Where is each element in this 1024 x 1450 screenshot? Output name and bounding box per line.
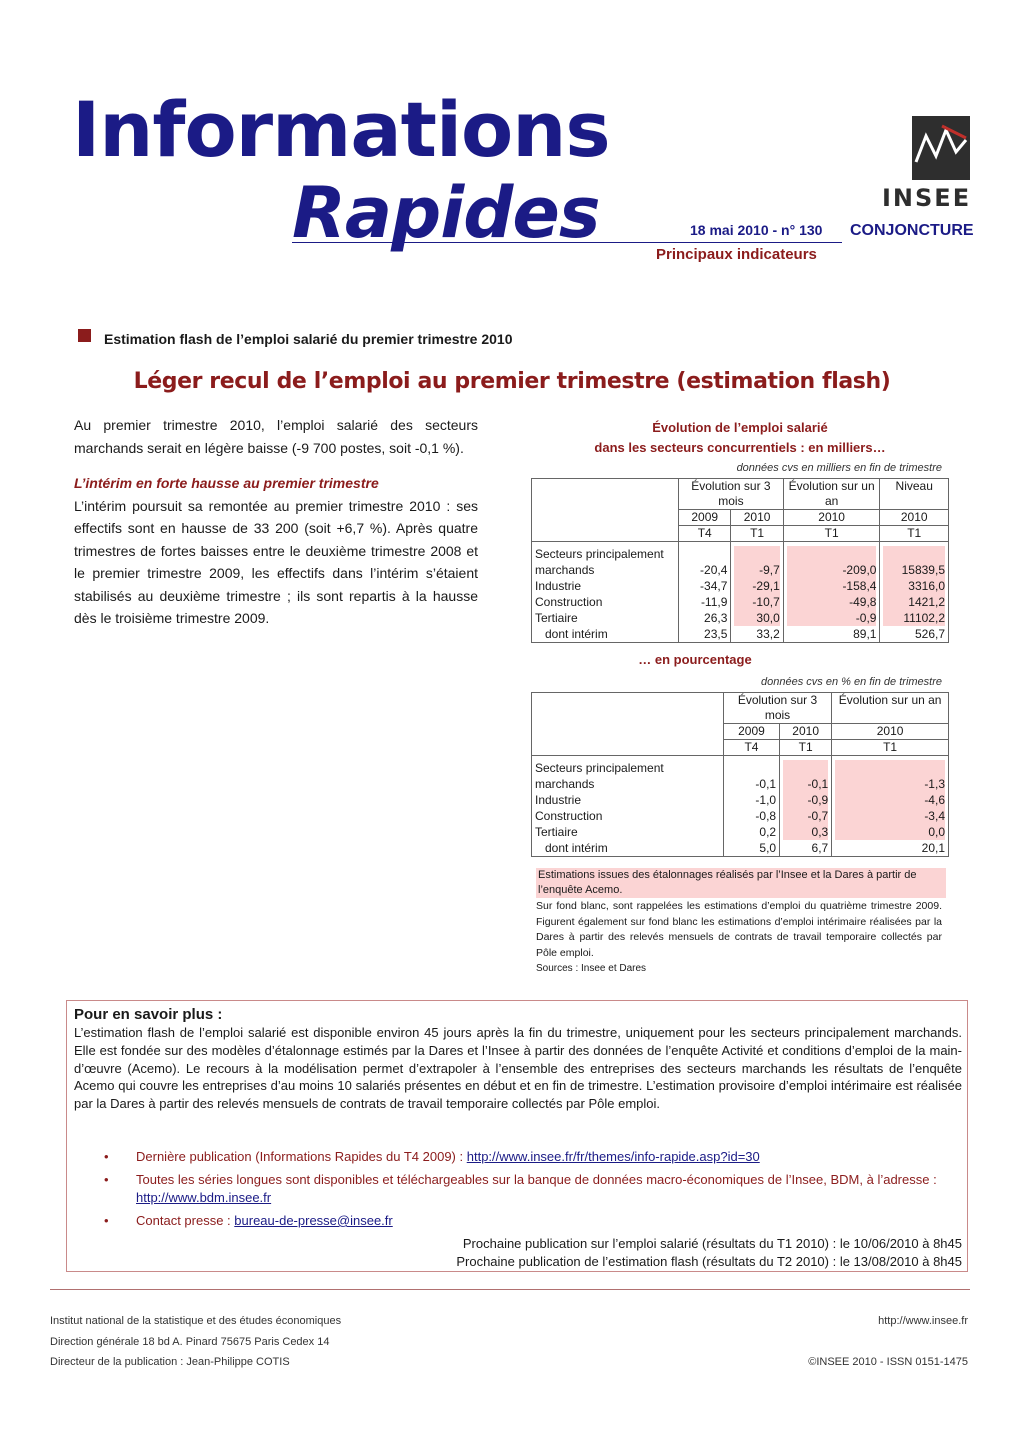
table-cell: 1421,2 — [883, 594, 945, 610]
table-cell: 30,0 — [734, 610, 779, 626]
estimation-note — [536, 899, 942, 977]
table1-colgroup: Niveau — [880, 479, 949, 510]
table2-year: 2009 — [723, 724, 779, 740]
table-cell: -9,7 — [734, 562, 779, 578]
table-cell: -0,1 — [755, 777, 777, 791]
table-cell: -10,7 — [734, 594, 779, 610]
bullet-icon: • — [104, 1213, 109, 1228]
table-cell: 5,0 — [759, 841, 777, 855]
subject-line: Estimation flash de l’emploi salarié du premier trimestre 2010 — [104, 331, 513, 347]
table1-col-2010-t1 — [731, 542, 783, 643]
table2-quarter: T1 — [780, 740, 832, 756]
table1-note: données cvs en milliers en fin de trimestre — [736, 462, 942, 474]
footer-copyright: ©INSEE 2010 - ISSN 0151-1475 — [808, 1356, 968, 1368]
body-paragraph-2: L’intérim poursuit sa remontée au premier trimestre 2010 : ses effectifs sont en hausse de 33 200 (soit +6,7 %). Après quatre trimestres de fortes baisses entre le deuxième trimestre 2008 et le premier trimestre 2009, les effectifs dans l’intérim s’étaient stabilisés au deuxième trimestre ; ils sont repartis à la hausse dès le troisième trimestre 2009. — [74, 497, 478, 626]
table-row-label: Construction — [535, 809, 603, 823]
table-row-label: Construction — [535, 595, 603, 609]
table-row-label: Secteurs principalement marchands — [535, 547, 664, 577]
table1-col-2009-t4 — [679, 542, 731, 643]
masthead-title: Informations — [72, 85, 610, 174]
table-cell: 23,5 — [704, 627, 728, 641]
table2-col-year — [832, 756, 949, 857]
footer-url[interactable]: http://www.insee.fr — [878, 1315, 968, 1327]
table1-quarter: T4 — [679, 526, 731, 542]
bullet-icon: • — [104, 1172, 109, 1187]
table-cell: 26,3 — [704, 611, 728, 625]
table2-quarter: T1 — [832, 740, 949, 756]
next-publication-2: Prochaine publication de l’estimation flash (résultats du T2 2010) : le 13/08/2010 à 8h45 — [456, 1254, 962, 1269]
table1-title-line2: dans les secteurs concurrentiels : en milliers… — [594, 440, 886, 455]
footer-rule — [50, 1289, 970, 1290]
info-title: Pour en savoir plus : — [74, 1006, 223, 1023]
table-row-label: Tertiaire — [535, 825, 578, 839]
table2-year: 2010 — [832, 724, 949, 740]
body-paragraph-1: Au premier trimestre 2010, l’emploi salarié des secteurs marchands serait en légère baisse (-9 700 postes, soit -0,1 %). — [74, 417, 478, 456]
table2-corner — [532, 693, 724, 756]
table-cell: 6,7 — [811, 841, 829, 855]
table1-year: 2010 — [783, 510, 880, 526]
table1-colgroup: Évolution sur un an — [783, 479, 880, 510]
table-cell: 89,1 — [853, 627, 877, 641]
issue-date: 18 mai 2010 - n° 130 — [690, 222, 823, 238]
bullet-text: Contact presse : — [136, 1213, 235, 1228]
masthead-rule — [292, 242, 842, 243]
table1-quarter: T1 — [880, 526, 949, 542]
table2-quarter: T4 — [723, 740, 779, 756]
table-cell: -20,4 — [700, 563, 728, 577]
table-cell: -0,9 — [783, 792, 828, 808]
table-cell: -1,3 — [835, 776, 945, 792]
table-cell: -158,4 — [787, 578, 877, 594]
table-cell: -49,8 — [787, 594, 877, 610]
table-cell: 0,0 — [835, 824, 945, 840]
table2-note: données cvs en % en fin de trimestre — [761, 676, 942, 688]
table-cell: 0,2 — [759, 825, 777, 839]
table2-col-2009-t4 — [723, 756, 779, 857]
table1-year: 2009 — [679, 510, 731, 526]
table-cell: 0,3 — [783, 824, 828, 840]
table1-row-labels — [532, 542, 679, 643]
table1-title — [530, 418, 950, 458]
estimation-highlight: Estimations issues des étalonnages réalisés par l’Insee et la Dares à partir de l’enquête Acemo. — [536, 868, 946, 898]
table2-year: 2010 — [780, 724, 832, 740]
table1 — [531, 478, 949, 643]
issue-category: Principaux indicateurs — [656, 246, 817, 263]
body-subheading: L’intérim en forte hausse au premier trimestre — [74, 475, 379, 491]
table-cell: -4,6 — [835, 792, 945, 808]
table-row-label: Industrie — [535, 793, 582, 807]
table-cell: 15839,5 — [883, 562, 945, 578]
table1-quarter: T1 — [783, 526, 880, 542]
press-contact-link[interactable]: bureau-de-presse@insee.fr — [234, 1213, 393, 1228]
table-cell: -0,9 — [787, 610, 877, 626]
table-cell: -209,0 — [787, 562, 877, 578]
info-text: L’estimation flash de l’emploi salarié est disponible environ 45 jours après la fin du trimestre, uniquement pour les secteurs principalement marchands. Elle est fondée sur des modèles d’étalonnage estimés par la Dares et l’Insee à partir des données de l’enquête Activité et conditions d’emploi de la main-d’œuvre (Acemo). Le recours à la modélisation permet d’extrapoler à l’ensemble des entreprises des secteurs marchands les résultats de l’enquête Acemo qui couvre les entreprises d’au moins 10 salariés présentes en début et en fin de trimestre. L’estimation provisoire d’emploi intérimaire est réalisée par la Dares à partir des relevés mensuels de contrats de travail temporaire collectés par Pôle emploi. — [74, 1025, 962, 1112]
table1-corner — [532, 479, 679, 542]
table-cell: -29,1 — [734, 578, 779, 594]
section-label: CONJONCTURE — [850, 222, 974, 239]
table-cell: -0,7 — [783, 808, 828, 824]
table-row-label: Tertiaire — [535, 611, 578, 625]
bullet-text: Toutes les séries longues sont disponibles et téléchargeables sur la banque de données macro-économiques de l’Insee, BDM, à l’adresse : — [136, 1172, 937, 1187]
table1-quarter: T1 — [731, 526, 783, 542]
table-row-label: Industrie — [535, 579, 582, 593]
table-cell: -34,7 — [700, 579, 728, 593]
table-cell: -1,0 — [755, 793, 777, 807]
headline: Léger recul de l’emploi au premier trimestre (estimation flash) — [133, 369, 891, 394]
table-cell: -0,1 — [783, 776, 828, 792]
table-cell: 33,2 — [756, 627, 780, 641]
table2-col-2010-t1 — [780, 756, 832, 857]
table-cell: -11,9 — [700, 595, 728, 609]
table2-colgroup: Évolution sur 3 mois — [723, 693, 831, 724]
table-cell: 526,7 — [914, 627, 945, 641]
table2-colgroup: Évolution sur un an — [832, 693, 949, 724]
insee-logo-icon — [912, 116, 970, 180]
last-publication-link[interactable]: http://www.insee.fr/fr/themes/info-rapide.asp?id=30 — [466, 1149, 760, 1164]
footer-address: Direction générale 18 bd A. Pinard 75675 Paris Cedex 14 — [50, 1336, 330, 1348]
insee-wordmark: INSEE — [882, 184, 972, 212]
table-row-label: dont intérim — [545, 841, 608, 855]
table2 — [531, 692, 949, 857]
subject-bullet-icon — [78, 329, 91, 342]
table1-year: 2010 — [880, 510, 949, 526]
table-cell: 3316,0 — [883, 578, 945, 594]
estimation-text: Sur fond blanc, sont rappelées les estimations d’emploi du quatrième trimestre 2009. Figurent également sur fond blanc les estimations d’emploi intérimaire réalisées par la Dares à partir des relevés mensuels de contrats de travail temporaire collectés par Pôle emploi. — [536, 900, 942, 959]
table2-title: … en pourcentage — [638, 652, 752, 667]
table1-year: 2010 — [731, 510, 783, 526]
body-column — [74, 414, 478, 630]
table-row-label: Secteurs principalement marchands — [535, 761, 664, 791]
table1-title-line1: Évolution de l’emploi salarié — [652, 420, 828, 435]
next-publication-1: Prochaine publication sur l’emploi salarié (résultats du T1 2010) : le 10/06/2010 à 8h45 — [462, 1236, 962, 1251]
bdm-link[interactable]: http://www.bdm.insee.fr — [136, 1190, 272, 1205]
table-cell: -0,8 — [755, 809, 777, 823]
table2-row-labels — [532, 756, 724, 857]
table1-col-year — [783, 542, 880, 643]
footer-director: Directeur de la publication : Jean-Philippe COTIS — [50, 1356, 290, 1368]
footer-institute: Institut national de la statistique et des études économiques — [50, 1315, 342, 1327]
table1-col-level — [880, 542, 949, 643]
bullet-icon: • — [104, 1149, 109, 1164]
table-row-label: dont intérim — [545, 627, 608, 641]
masthead-subtitle: Rapides — [292, 172, 600, 254]
table1-colgroup: Évolution sur 3 mois — [679, 479, 784, 510]
table-cell: 11102,2 — [883, 610, 945, 626]
bullet-text: Dernière publication (Informations Rapides du T4 2009) : — [136, 1149, 467, 1164]
table-cell: 20,1 — [921, 841, 945, 855]
table-cell: -3,4 — [835, 808, 945, 824]
sources: Sources : Insee et Dares — [536, 963, 647, 974]
